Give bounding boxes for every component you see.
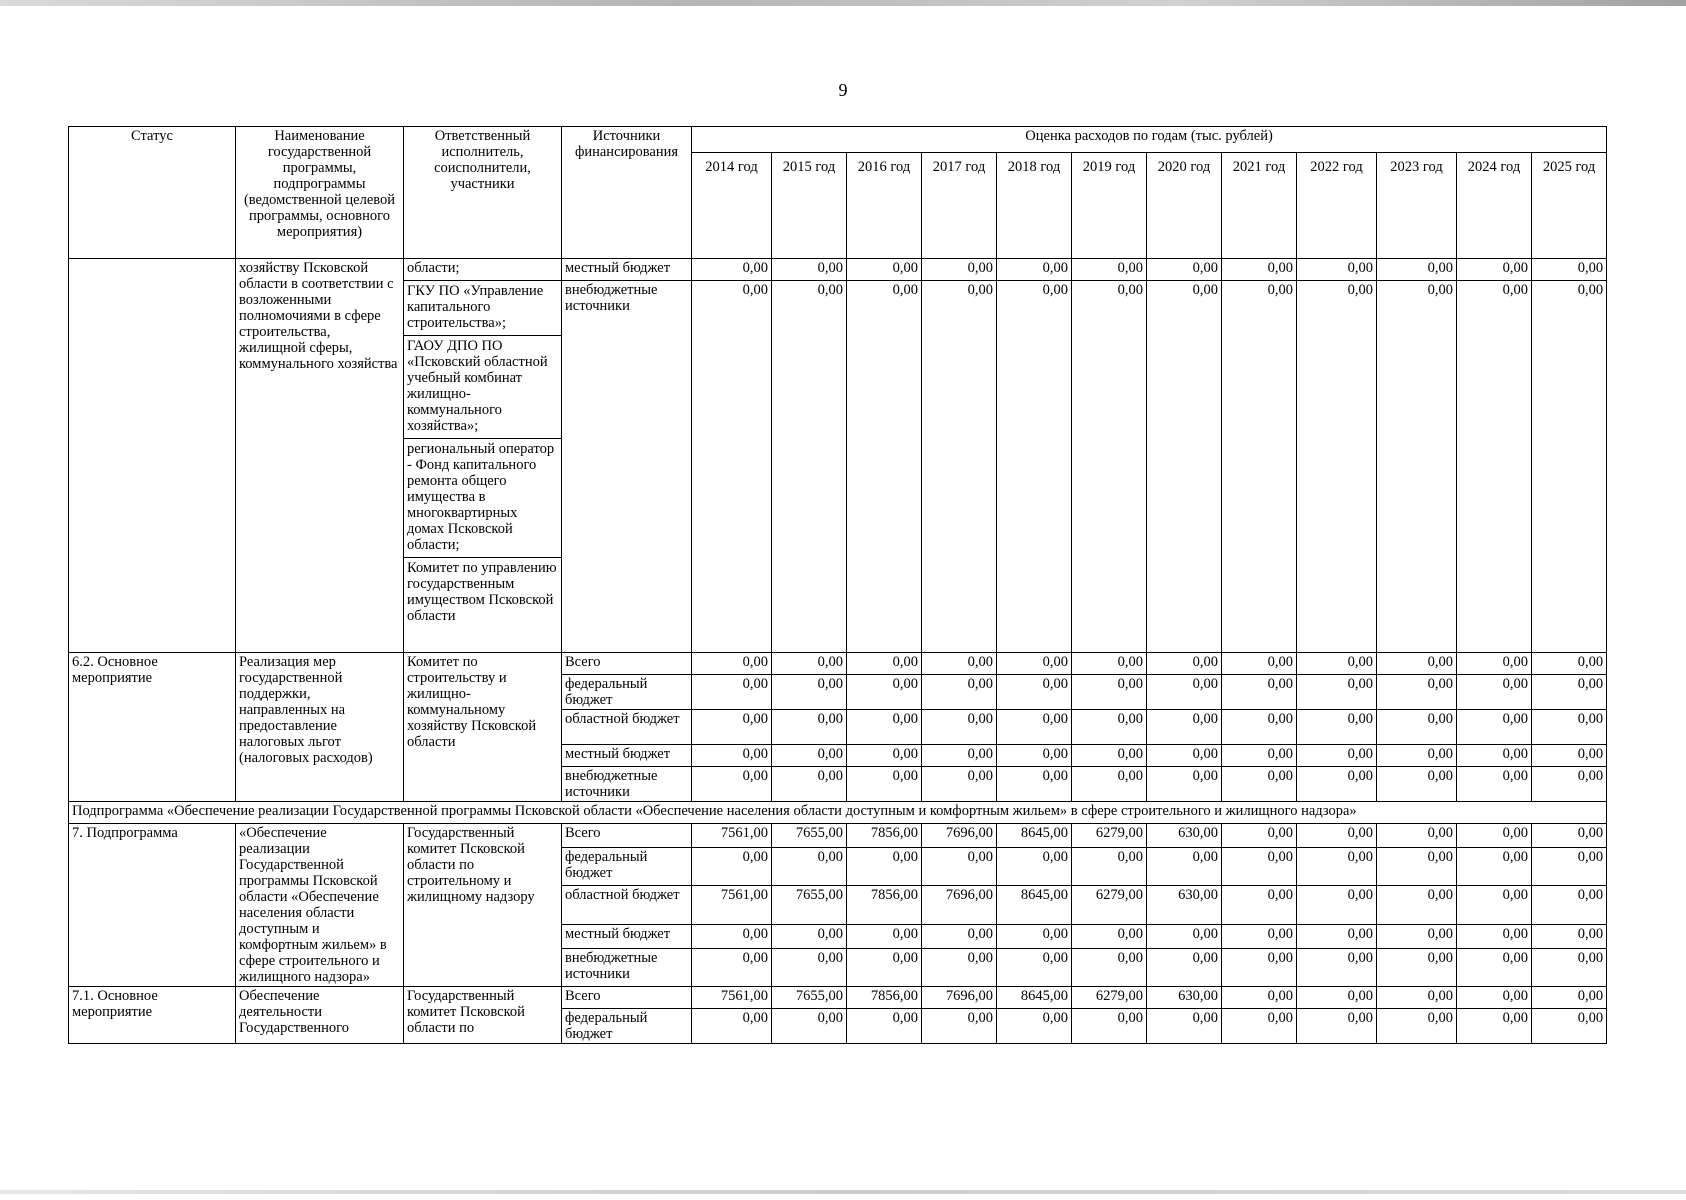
- value-cell: 0,00: [1072, 653, 1147, 675]
- value-cell: 0,00: [847, 948, 922, 986]
- value-cell: 7856,00: [847, 987, 922, 1009]
- value-cell: 8645,00: [997, 824, 1072, 848]
- header-executor: Ответственный исполнитель, соисполнители, участники: [404, 127, 562, 259]
- executor-part: ГАОУ ДПО ПО «Псковский областной учебный комбинат жилищно-коммунального хозяйства»;: [407, 338, 548, 434]
- value-cell: 0,00: [1222, 924, 1297, 948]
- value-cell: 0,00: [1377, 675, 1457, 710]
- value-cell: 0,00: [1222, 259, 1297, 281]
- value-cell: 8645,00: [997, 987, 1072, 1009]
- source-cell: федеральный бюджет: [562, 848, 692, 886]
- value-cell: 0,00: [772, 767, 847, 802]
- value-cell: 0,00: [1377, 987, 1457, 1009]
- value-cell: 0,00: [997, 259, 1072, 281]
- value-cell: 0,00: [847, 259, 922, 281]
- value-cell: 0,00: [847, 848, 922, 886]
- value-cell: 0,00: [772, 924, 847, 948]
- value-cell: 0,00: [1532, 259, 1607, 281]
- value-cell: 0,00: [1222, 767, 1297, 802]
- value-cell: 0,00: [1072, 1009, 1147, 1044]
- value-cell: 0,00: [1377, 767, 1457, 802]
- status-cell: 7.1. Основное мероприятие: [69, 987, 236, 1044]
- executor-cell: Государственный комитет Псковской области по: [404, 987, 562, 1044]
- executor-divider: [404, 438, 561, 439]
- value-cell: 0,00: [1072, 848, 1147, 886]
- value-cell: 0,00: [1147, 653, 1222, 675]
- value-cell: 0,00: [692, 281, 772, 653]
- value-cell: 630,00: [1147, 987, 1222, 1009]
- value-cell: 0,00: [692, 924, 772, 948]
- value-cell: 7696,00: [922, 987, 997, 1009]
- value-cell: 0,00: [1222, 848, 1297, 886]
- value-cell: 7561,00: [692, 987, 772, 1009]
- value-cell: 7696,00: [922, 886, 997, 924]
- value-cell: 0,00: [772, 745, 847, 767]
- value-cell: 7655,00: [772, 987, 847, 1009]
- value-cell: 0,00: [1297, 745, 1377, 767]
- value-cell: 0,00: [1532, 767, 1607, 802]
- header-name: Наименование государственной программы, подпрограммы (ведомственной целевой программы, основного мероприятия): [236, 127, 404, 259]
- executor-part: Комитет по управлению государственным имуществом Псковской области: [407, 560, 557, 624]
- source-cell: местный бюджет: [562, 259, 692, 281]
- source-cell: внебюджетные источники: [562, 767, 692, 802]
- year-2024: 2024 год: [1457, 153, 1532, 259]
- value-cell: 0,00: [997, 675, 1072, 710]
- table-row: [69, 653, 1607, 675]
- value-cell: 0,00: [772, 710, 847, 745]
- value-cell: 0,00: [1297, 924, 1377, 948]
- source-cell: Всего: [562, 987, 692, 1009]
- year-2016: 2016 год: [847, 153, 922, 259]
- header-estimate: Оценка расходов по годам (тыс. рублей): [692, 127, 1607, 153]
- year-2019: 2019 год: [1072, 153, 1147, 259]
- value-cell: 0,00: [1532, 948, 1607, 986]
- value-cell: 0,00: [692, 767, 772, 802]
- value-cell: 0,00: [1532, 675, 1607, 710]
- value-cell: 7655,00: [772, 886, 847, 924]
- executor-cell: Комитет по строительству и жилищно-коммунальному хозяйству Псковской области: [404, 653, 562, 802]
- value-cell: 0,00: [1222, 948, 1297, 986]
- value-cell: 0,00: [997, 948, 1072, 986]
- executor-divider: [404, 335, 561, 336]
- executor-part: ГКУ ПО «Управление капитального строительства»;: [407, 283, 544, 331]
- value-cell: 0,00: [1222, 710, 1297, 745]
- value-cell: 0,00: [1297, 653, 1377, 675]
- value-cell: 0,00: [692, 1009, 772, 1044]
- table-row: [69, 824, 1607, 848]
- value-cell: 0,00: [1297, 767, 1377, 802]
- value-cell: 6279,00: [1072, 886, 1147, 924]
- value-cell: 0,00: [692, 653, 772, 675]
- value-cell: 0,00: [1147, 710, 1222, 745]
- value-cell: 0,00: [1072, 259, 1147, 281]
- year-2017: 2017 год: [922, 153, 997, 259]
- value-cell: 0,00: [1457, 824, 1532, 848]
- table-row: [69, 987, 1607, 1009]
- value-cell: 0,00: [772, 281, 847, 653]
- value-cell: 0,00: [1377, 824, 1457, 848]
- value-cell: 0,00: [1222, 824, 1297, 848]
- value-cell: 0,00: [1297, 848, 1377, 886]
- value-cell: 0,00: [1297, 675, 1377, 710]
- value-cell: 0,00: [1297, 1009, 1377, 1044]
- value-cell: 8645,00: [997, 886, 1072, 924]
- source-cell: Всего: [562, 653, 692, 675]
- value-cell: 0,00: [997, 924, 1072, 948]
- value-cell: 7561,00: [692, 824, 772, 848]
- value-cell: 0,00: [1297, 259, 1377, 281]
- value-cell: 0,00: [922, 948, 997, 986]
- value-cell: 0,00: [692, 675, 772, 710]
- source-cell: местный бюджет: [562, 745, 692, 767]
- executor-part: области;: [407, 260, 460, 276]
- scan-edge-bottom: [0, 1190, 1686, 1194]
- value-cell: 0,00: [1147, 767, 1222, 802]
- value-cell: 0,00: [922, 259, 997, 281]
- value-cell: 0,00: [922, 281, 997, 653]
- status-cell: [69, 259, 236, 653]
- value-cell: 0,00: [1532, 848, 1607, 886]
- source-cell: федеральный бюджет: [562, 675, 692, 710]
- value-cell: 0,00: [1532, 745, 1607, 767]
- value-cell: 0,00: [1147, 924, 1222, 948]
- header-status: Статус: [69, 127, 236, 259]
- source-cell: областной бюджет: [562, 710, 692, 745]
- value-cell: 6279,00: [1072, 987, 1147, 1009]
- value-cell: 0,00: [1297, 948, 1377, 986]
- value-cell: 0,00: [847, 924, 922, 948]
- value-cell: 0,00: [1222, 745, 1297, 767]
- value-cell: 0,00: [772, 948, 847, 986]
- value-cell: 0,00: [772, 1009, 847, 1044]
- value-cell: 0,00: [997, 710, 1072, 745]
- value-cell: 0,00: [692, 848, 772, 886]
- value-cell: 0,00: [1457, 710, 1532, 745]
- value-cell: 7696,00: [922, 824, 997, 848]
- executor-cell: [404, 259, 562, 653]
- value-cell: 0,00: [1147, 281, 1222, 653]
- year-2015: 2015 год: [772, 153, 847, 259]
- name-cell: Обеспечение деятельности Государственного: [236, 987, 404, 1044]
- value-cell: 0,00: [1297, 281, 1377, 653]
- value-cell: 0,00: [922, 653, 997, 675]
- executor-divider: [404, 557, 561, 558]
- value-cell: 0,00: [1072, 948, 1147, 986]
- value-cell: 0,00: [692, 948, 772, 986]
- value-cell: 0,00: [1457, 948, 1532, 986]
- value-cell: 0,00: [1377, 886, 1457, 924]
- value-cell: 0,00: [847, 710, 922, 745]
- executor-part: региональный оператор - Фонд капитального ремонта общего имущества в многоквартирных домах Псковской области;: [407, 441, 555, 553]
- value-cell: 0,00: [1377, 710, 1457, 745]
- value-cell: 0,00: [847, 767, 922, 802]
- value-cell: 0,00: [1072, 767, 1147, 802]
- source-cell: местный бюджет: [562, 924, 692, 948]
- value-cell: 0,00: [847, 675, 922, 710]
- value-cell: 7561,00: [692, 886, 772, 924]
- value-cell: 0,00: [922, 767, 997, 802]
- value-cell: 0,00: [1377, 924, 1457, 948]
- value-cell: 0,00: [1297, 886, 1377, 924]
- name-cell: Реализация мер государственной поддержки, направленных на предоставление налоговых льгот (налоговых расходов): [236, 653, 404, 802]
- value-cell: 0,00: [1457, 745, 1532, 767]
- value-cell: 0,00: [1457, 653, 1532, 675]
- table-row: [69, 259, 1607, 281]
- value-cell: 0,00: [1377, 281, 1457, 653]
- value-cell: 0,00: [1532, 1009, 1607, 1044]
- value-cell: 0,00: [1222, 1009, 1297, 1044]
- value-cell: 0,00: [1532, 653, 1607, 675]
- value-cell: 7856,00: [847, 886, 922, 924]
- value-cell: 0,00: [1147, 948, 1222, 986]
- value-cell: 0,00: [1072, 710, 1147, 745]
- value-cell: 0,00: [1457, 848, 1532, 886]
- header-sources: Источники финансирования: [562, 127, 692, 259]
- value-cell: 0,00: [1147, 848, 1222, 886]
- value-cell: 0,00: [772, 675, 847, 710]
- value-cell: 0,00: [1532, 710, 1607, 745]
- value-cell: 0,00: [1072, 745, 1147, 767]
- value-cell: 0,00: [1147, 1009, 1222, 1044]
- value-cell: 630,00: [1147, 886, 1222, 924]
- scan-edge-top: [0, 0, 1686, 6]
- value-cell: 7856,00: [847, 824, 922, 848]
- value-cell: 0,00: [997, 767, 1072, 802]
- value-cell: 0,00: [1377, 848, 1457, 886]
- value-cell: 6279,00: [1072, 824, 1147, 848]
- year-2023: 2023 год: [1377, 153, 1457, 259]
- value-cell: 0,00: [1222, 987, 1297, 1009]
- executor-cell: Государственный комитет Псковской области по строительному и жилищному надзору: [404, 824, 562, 987]
- value-cell: 0,00: [847, 1009, 922, 1044]
- budget-table: [68, 126, 1607, 1044]
- value-cell: 0,00: [922, 710, 997, 745]
- source-cell: федеральный бюджет: [562, 1009, 692, 1044]
- value-cell: 0,00: [1377, 948, 1457, 986]
- value-cell: 0,00: [1297, 824, 1377, 848]
- value-cell: 0,00: [922, 1009, 997, 1044]
- source-cell: внебюджетные источники: [562, 948, 692, 986]
- name-cell: «Обеспечение реализации Государственной программы Псковской области «Обеспечение населения области доступным и комфортным жильем» в сфере строительного и жилищного надзора»: [236, 824, 404, 987]
- status-cell: 6.2. Основное мероприятие: [69, 653, 236, 802]
- value-cell: 0,00: [1457, 259, 1532, 281]
- value-cell: 7655,00: [772, 824, 847, 848]
- value-cell: 0,00: [1072, 281, 1147, 653]
- value-cell: 0,00: [1532, 281, 1607, 653]
- value-cell: 0,00: [922, 675, 997, 710]
- value-cell: 0,00: [1297, 987, 1377, 1009]
- year-2020: 2020 год: [1147, 153, 1222, 259]
- value-cell: 0,00: [772, 653, 847, 675]
- name-cell: хозяйству Псковской области в соответствии с возложенными полномочиями в сфере строительства, жилищной сферы, коммунального хозяйства: [236, 259, 404, 653]
- value-cell: 0,00: [1377, 653, 1457, 675]
- value-cell: 0,00: [1147, 745, 1222, 767]
- value-cell: 0,00: [922, 848, 997, 886]
- value-cell: 0,00: [1532, 924, 1607, 948]
- value-cell: 0,00: [692, 259, 772, 281]
- value-cell: 0,00: [1072, 924, 1147, 948]
- value-cell: 0,00: [1297, 710, 1377, 745]
- year-2025: 2025 год: [1532, 153, 1607, 259]
- value-cell: 0,00: [997, 745, 1072, 767]
- value-cell: 0,00: [1377, 745, 1457, 767]
- value-cell: 0,00: [1147, 259, 1222, 281]
- status-cell: 7. Подпрограмма: [69, 824, 236, 987]
- value-cell: 0,00: [692, 745, 772, 767]
- value-cell: 0,00: [1147, 675, 1222, 710]
- value-cell: 0,00: [1222, 886, 1297, 924]
- page-number: 9: [838, 80, 848, 100]
- value-cell: 0,00: [1457, 924, 1532, 948]
- value-cell: 0,00: [1072, 675, 1147, 710]
- value-cell: 0,00: [1532, 824, 1607, 848]
- value-cell: 0,00: [1532, 987, 1607, 1009]
- value-cell: 0,00: [772, 848, 847, 886]
- value-cell: 0,00: [1377, 1009, 1457, 1044]
- year-2014: 2014 год: [692, 153, 772, 259]
- subprogram-title: Подпрограмма «Обеспечение реализации Государственной программы Псковской области «Обеспечение населения области доступным и комфортным жильем» в сфере строительного и жилищного надзора»: [69, 802, 1607, 824]
- value-cell: 0,00: [997, 848, 1072, 886]
- value-cell: 0,00: [1377, 259, 1457, 281]
- value-cell: 0,00: [997, 1009, 1072, 1044]
- value-cell: 0,00: [997, 281, 1072, 653]
- value-cell: 0,00: [692, 710, 772, 745]
- value-cell: 0,00: [1457, 767, 1532, 802]
- value-cell: 630,00: [1147, 824, 1222, 848]
- value-cell: 0,00: [1457, 1009, 1532, 1044]
- source-cell: областной бюджет: [562, 886, 692, 924]
- year-2021: 2021 год: [1222, 153, 1297, 259]
- value-cell: 0,00: [922, 924, 997, 948]
- value-cell: 0,00: [847, 281, 922, 653]
- value-cell: 0,00: [1457, 281, 1532, 653]
- value-cell: 0,00: [1222, 653, 1297, 675]
- value-cell: 0,00: [1457, 886, 1532, 924]
- value-cell: 0,00: [847, 745, 922, 767]
- subprogram-row: [69, 802, 1607, 824]
- year-2018: 2018 год: [997, 153, 1072, 259]
- executor-divider: [404, 280, 561, 281]
- value-cell: 0,00: [997, 653, 1072, 675]
- source-cell: внебюджетные источники: [562, 281, 692, 653]
- value-cell: 0,00: [772, 259, 847, 281]
- source-cell: Всего: [562, 824, 692, 848]
- value-cell: 0,00: [1222, 281, 1297, 653]
- value-cell: 0,00: [922, 745, 997, 767]
- value-cell: 0,00: [847, 653, 922, 675]
- value-cell: 0,00: [1222, 675, 1297, 710]
- value-cell: 0,00: [1457, 987, 1532, 1009]
- year-2022: 2022 год: [1297, 153, 1377, 259]
- value-cell: 0,00: [1532, 886, 1607, 924]
- value-cell: 0,00: [1457, 675, 1532, 710]
